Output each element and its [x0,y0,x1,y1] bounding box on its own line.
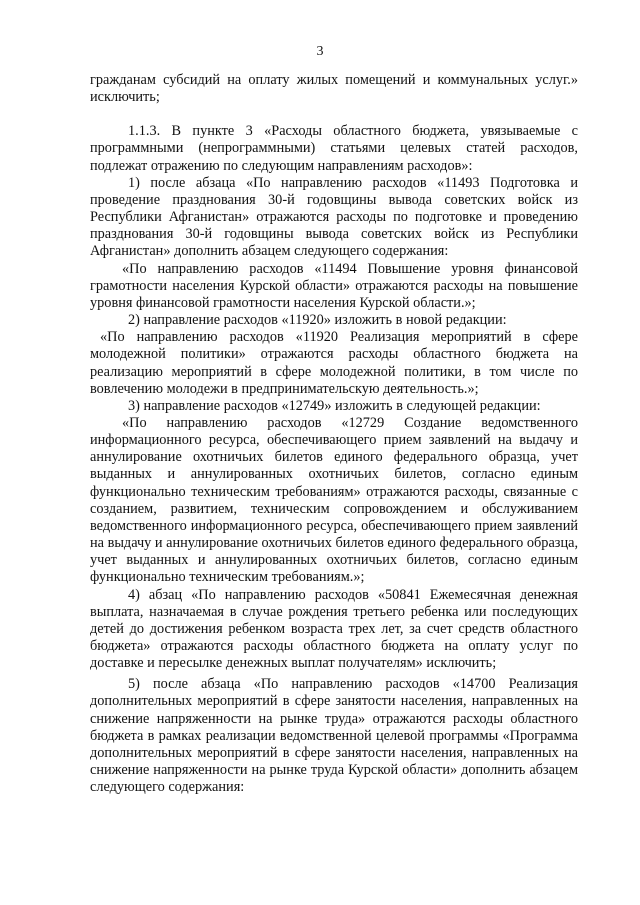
paragraph-subitem-5: 5) после абзаца «По направлению расходов «14700 Реализация дополнительных мероприятий в сфере занятости населения, направленных на снижение напряженности на рынке труда» отражаются расходы областного бюджета в рамках реализации ведомственной целевой программы «Программа дополнительных мероприятий в сфере занятости населения, направленных на снижение напряженности на рынке труда Курской области» дополнить абзацем следующего содержания: [90,676,578,796]
paragraph-subitem-3: 3) направление расходов «12749» изложить в следующей редакции: [128,397,541,414]
paragraph-exclusion-tail: гражданам субсидий на оплату жилых помещений и коммунальных услуг.» исключить; [90,72,578,106]
paragraph-quote-12729: «По направлению расходов «12729 Создание ведомственного информационного ресурса, обеспечивающего прием заявлений на выдачу и аннулирование охотничьих билетов единого федерального образца, учет выданных и аннулированных охотничьих билетов, согласно единым функционально техническим требованиям» отражаются расходы, связанные с созданием, развитием, техническим сопровождением и обслуживанием ведомственного информационного ресурса, обеспечивающего прием заявлений на выдачу и аннулирование охотничьих билетов единого федерального образца, учет выданных и аннулированных охотничьих билетов, согласно единым функционально техническим требованиям.»; [90,414,579,586]
paragraph-subitem-4: 4) абзац «По направлению расходов «50841 Ежемесячная денежная выплата, назначаемая в случае рождения третьего ребенка или последующих детей до достижения ребенком возраста трех лет, за счет средств областного бюджета» отражаются расходы областного бюджета на оплату услуг по доставке и пересылке денежных выплат получателям» исключить; [90,586,578,672]
paragraph-subitem-1: 1) после абзаца «По направлению расходов «11493 Подготовка и проведение празднования 30-й годовщины вывода советских войск из Республики Афганистан» отражаются расходы по подготовке и проведению празднования 30-й годовщины вывода советских войск из Республики Афганистан» дополнить абзацем следующего содержания: [90,174,578,260]
paragraph-item-1-1-3: 1.1.3. В пункте 3 «Расходы областного бюджета, увязываемые с программными (непрограммными) статьями целевых статей расходов, подлежат отражению по следующим направлениям расходов»: [90,123,578,174]
page-number: 3 [316,44,324,59]
paragraph-quote-11920: «По направлению расходов «11920 Реализация мероприятий в сфере молодежной политики» отражаются расходы областного бюджета на реализацию мероприятий в сфере молодежной политики, в том числе по вовлечению молодежи в предпринимательскую деятельность.»; [90,329,578,397]
paragraph-subitem-2: 2) направление расходов «11920» изложить в новой редакции: [128,312,507,329]
paragraph-quote-11494: «По направлению расходов «11494 Повышение уровня финансовой грамотности населения Курской области» отражаются расходы на повышение уровня финансовой грамотности населения Курской области.»; [90,260,578,311]
document-body [90,72,578,796]
